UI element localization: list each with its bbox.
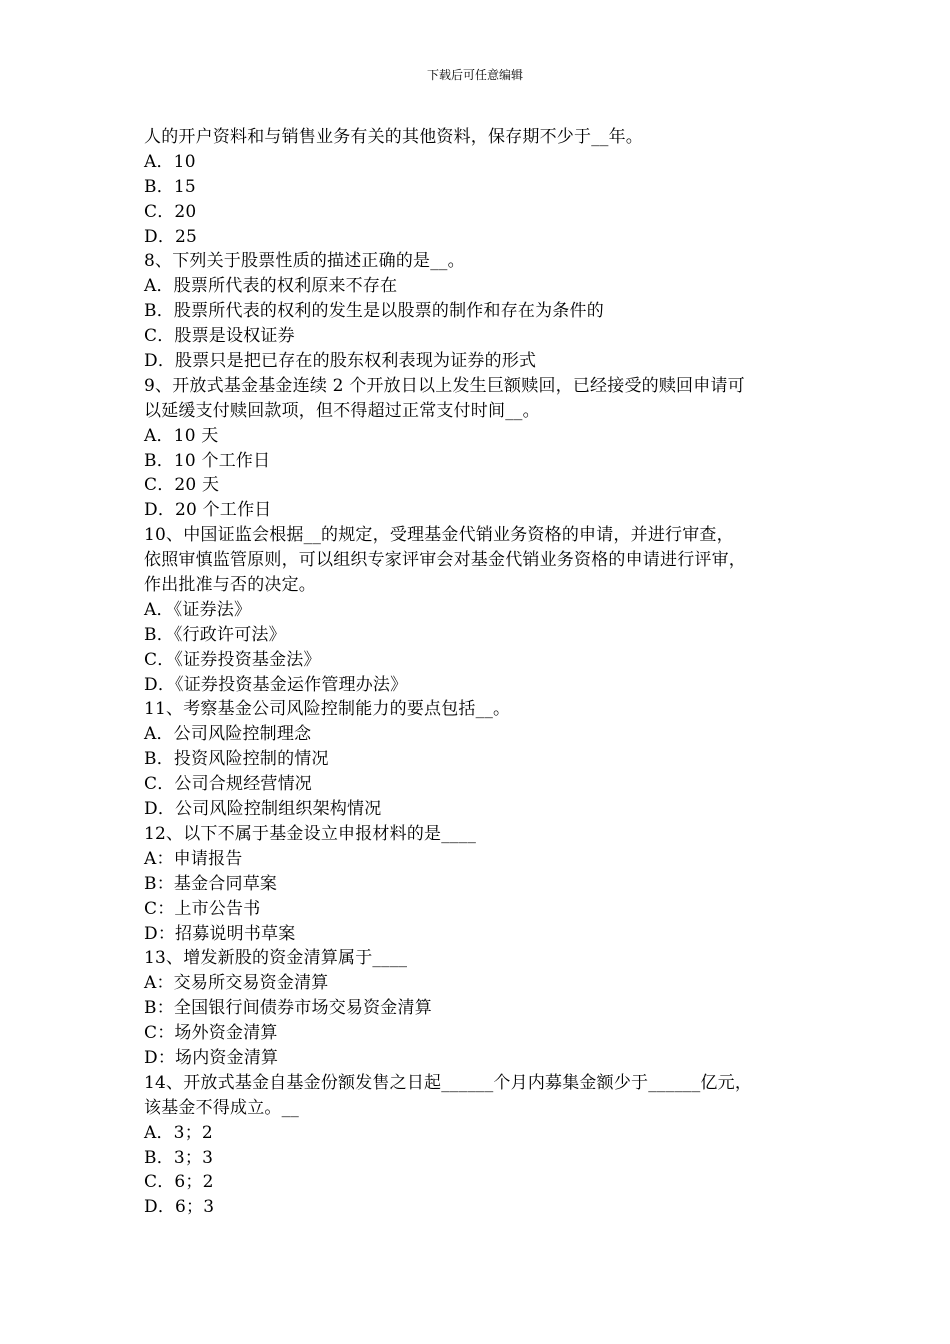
text-line: B．3；3 (144, 1147, 214, 1168)
text-line: B：全国银行间债券市场交易资金清算 (144, 998, 432, 1019)
text-line: 13、增发新股的资金清算属于____ (144, 948, 408, 969)
text-line: 该基金不得成立。__ (144, 1097, 299, 1118)
text-line: D．25 (144, 226, 198, 247)
text-line: D．《证券投资基金运作管理办法》 (144, 674, 408, 695)
document-body (144, 125, 834, 1220)
text-line: B．10 个工作日 (144, 450, 271, 471)
text-line: A．股票所代表的权利原来不存在 (144, 276, 398, 297)
text-line: 人的开户资料和与销售业务有关的其他资料，保存期不少于__年。 (144, 127, 643, 147)
text-line: 9、开放式基金基金连续 2 个开放日以上发生巨额赎回，已经接受的赎回申请可 (144, 375, 745, 396)
text-line: B．股票所代表的权利的发生是以股票的制作和存在为条件的 (144, 301, 604, 322)
text-line: 12、以下不属于基金设立申报材料的是____ (144, 823, 477, 844)
text-line: D．20 个工作日 (144, 500, 272, 521)
text-line: D．股票只是把已存在的股东权利表现为证券的形式 (144, 351, 537, 372)
text-line: 10、中国证监会根据__的规定，受理基金代销业务资格的申请，并进行审查， (144, 525, 734, 546)
text-line: D．公司风险控制组织架构情况 (144, 799, 382, 820)
text-line: D：场内资金清算 (144, 1047, 279, 1068)
text-line: D：招募说明书草案 (144, 923, 296, 944)
text-line: 以延缓支付赎回款项，但不得超过正常支付时间__。 (144, 400, 540, 421)
text-line: C．《证券投资基金法》 (144, 649, 321, 670)
text-line: 8、下列关于股票性质的描述正确的是__。 (144, 251, 465, 272)
text-line: C．20 天 (144, 475, 220, 496)
text-line: C．公司合规经营情况 (144, 774, 313, 795)
text-line: C．20 (144, 201, 197, 222)
text-line: C：上市公告书 (144, 898, 261, 919)
text-line: A．3；2 (144, 1122, 213, 1143)
text-line: A：申请报告 (144, 848, 243, 869)
text-line: 11、考察基金公司风险控制能力的要点包括__。 (144, 699, 511, 720)
text-line: B．投资风险控制的情况 (144, 749, 329, 770)
text-line: B．《行政许可法》 (144, 624, 286, 645)
text-line: A．10 天 (144, 425, 219, 446)
text-line: A：交易所交易资金清算 (144, 973, 329, 994)
text-line: B．15 (144, 176, 196, 197)
text-line: A．10 (144, 151, 196, 172)
text-line: A．公司风险控制理念 (144, 724, 312, 745)
text-line: C．股票是设权证券 (144, 326, 295, 347)
text-line: C：场外资金清算 (144, 1023, 278, 1044)
text-line: 14、开放式基金自基金份额发售之日起______个月内募集金额少于______亿元， (144, 1072, 753, 1093)
text-line: C．6；2 (144, 1172, 214, 1193)
text-line: B：基金合同草案 (144, 873, 278, 894)
text-line: A．《证券法》 (144, 599, 252, 620)
text-line: 依照审慎监管原则，可以组织专家评审会对基金代销业务资格的申请进行评审， (144, 550, 746, 571)
page-header: 下载后可任意编辑 (426, 68, 523, 82)
text-line: D．6；3 (144, 1197, 215, 1218)
text-line: 作出批准与否的决定。 (144, 575, 316, 596)
